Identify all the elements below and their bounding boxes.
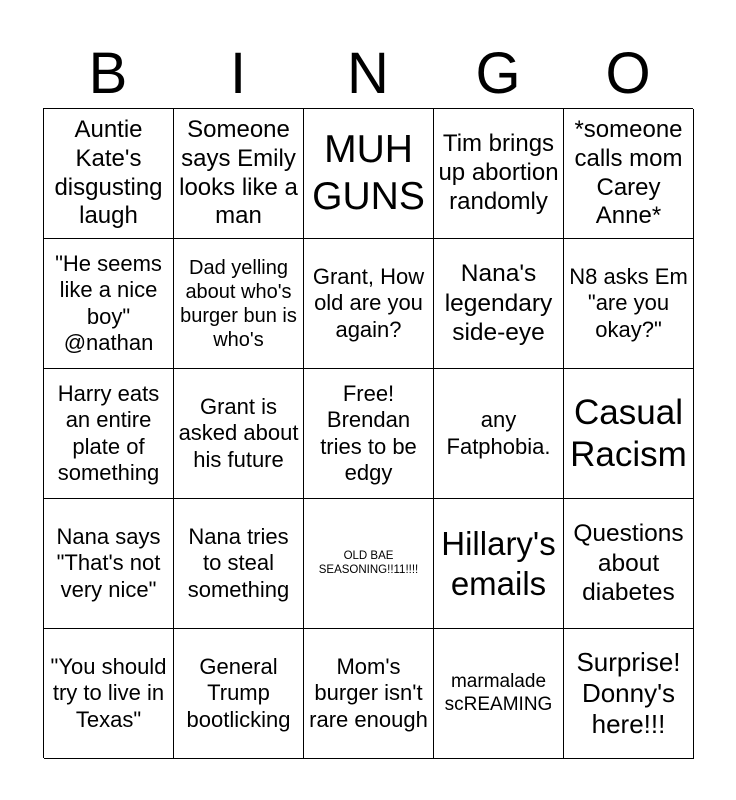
cell-text: any Fatphobia.	[446, 407, 551, 459]
header-letter-n: N	[347, 41, 389, 106]
bingo-cell	[564, 369, 694, 499]
header-letter-o: O	[605, 41, 651, 106]
bingo-cell	[434, 629, 564, 759]
bingo-cell	[174, 499, 304, 629]
bingo-cell	[434, 239, 564, 369]
cell-text: N8 asks Em "are you okay?"	[569, 263, 688, 342]
cell-text: MUH GUNS	[312, 127, 425, 218]
cell-text: Dad yelling about who's burger bun is who's	[180, 256, 297, 351]
bingo-cell	[44, 109, 174, 239]
bingo-cell	[44, 239, 174, 369]
bingo-header	[43, 40, 693, 108]
bingo-cell	[304, 499, 434, 629]
cell-text: General Trump bootlicking	[186, 653, 291, 732]
cell-text: Surprise! Donny's here!!!	[576, 646, 681, 740]
bingo-cell	[174, 109, 304, 239]
cell-text: marmalade scREAMING	[444, 670, 553, 715]
cell-text: Free! Brendan tries to be edgy	[320, 380, 417, 485]
bingo-cell	[564, 239, 694, 369]
cell-text: "You should try to live in Texas"	[50, 653, 167, 732]
bingo-cell	[174, 239, 304, 369]
bingo-cell	[564, 629, 694, 759]
header-letter-i: I	[229, 41, 247, 106]
cell-text: Nana says "That's not very nice"	[56, 523, 161, 602]
bingo-cell	[174, 629, 304, 759]
cell-text: Tim brings up abortion randomly	[438, 130, 559, 215]
bingo-cell	[304, 629, 434, 759]
cell-text: Auntie Kate's disgusting laugh	[54, 115, 163, 230]
bingo-cell	[304, 369, 434, 499]
bingo-cell	[304, 239, 434, 369]
cell-text: Nana's legendary side-eye	[444, 260, 553, 347]
bingo-cell	[434, 109, 564, 239]
cell-text: Someone says Emily looks like a man	[179, 115, 298, 230]
bingo-cell	[304, 109, 434, 239]
bingo-cell	[44, 499, 174, 629]
header-letter-b: B	[88, 41, 128, 106]
bingo-cell	[174, 369, 304, 499]
cell-text: Harry eats an entire plate of something	[57, 380, 160, 485]
bingo-cell	[564, 499, 694, 629]
cell-text: Hillary's emails	[441, 524, 556, 602]
cell-text: Mom's burger isn't rare enough	[309, 653, 428, 732]
bingo-cell	[44, 369, 174, 499]
cell-text: "He seems like a nice boy" @nathan	[55, 250, 162, 355]
cell-text: Casual Racism	[570, 392, 687, 474]
cell-text: Grant, How old are you again?	[312, 263, 425, 342]
cell-text: Nana tries to steal something	[187, 523, 290, 602]
header-letter-g: G	[475, 41, 521, 106]
bingo-cell	[434, 499, 564, 629]
bingo-cell	[44, 629, 174, 759]
cell-text: Grant is asked about his future	[178, 393, 299, 472]
cell-text: OLD BAE SEASONING!!11!!!!	[318, 549, 419, 576]
bingo-cell	[564, 109, 694, 239]
cell-text: Questions about diabetes	[573, 520, 684, 607]
bingo-board	[43, 108, 693, 758]
cell-text: *someone calls mom Carey Anne*	[574, 115, 683, 230]
bingo-cell	[434, 369, 564, 499]
